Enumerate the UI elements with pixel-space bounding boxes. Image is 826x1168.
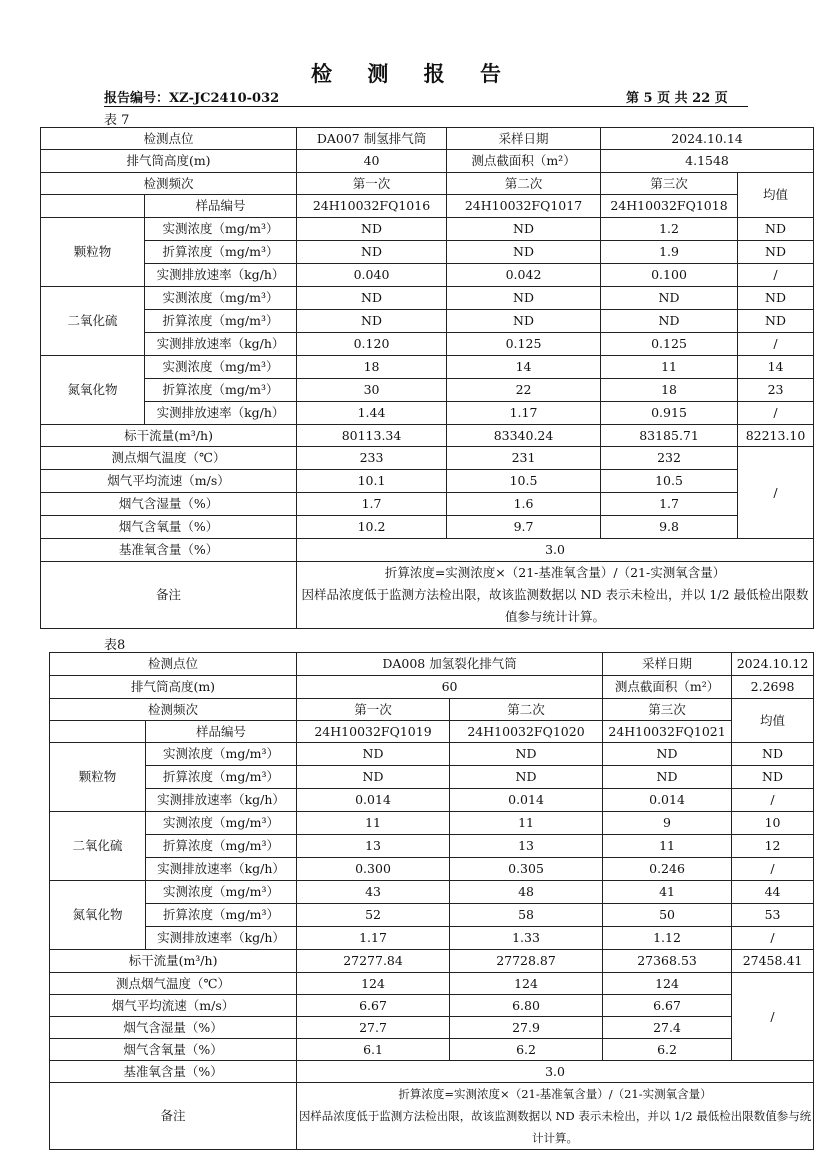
cell: 0.042 xyxy=(447,264,601,287)
avg-cell: / xyxy=(738,447,814,539)
report-number: 报告编号：XZ-JC2410-032 xyxy=(104,91,280,106)
table-7 xyxy=(40,127,814,629)
cell: 6.80 xyxy=(450,995,603,1017)
sample-id: 24H10032FQ1018 xyxy=(601,195,738,218)
cell: ND xyxy=(450,766,603,789)
avg-cell: ND xyxy=(732,766,814,789)
avg-cell: ND xyxy=(738,310,814,333)
row-label: 实测排放速率（kg/h） xyxy=(145,402,297,425)
row-label: 实测排放速率（kg/h） xyxy=(146,789,297,812)
cell: ND xyxy=(297,743,450,766)
row-label: 实测浓度（mg/m³） xyxy=(146,743,297,766)
pollutant-name: 二氧化硫 xyxy=(41,287,145,356)
row-label: 实测排放速率（kg/h） xyxy=(146,927,297,950)
sample-id: 24H10032FQ1016 xyxy=(297,195,447,218)
param-label: 烟气平均流速（m/s） xyxy=(50,995,297,1017)
remark-nd-note: 因样品浓度低于监测方法检出限，故该监测数据以 ND 表示未检出，并以 1/2 最低检出限数值参与统计计算。 xyxy=(298,1109,812,1145)
cell: 6.2 xyxy=(450,1039,603,1061)
cell: 124 xyxy=(297,973,450,995)
cell: 0.125 xyxy=(447,333,601,356)
cell: 1.33 xyxy=(450,927,603,950)
cell: 1.7 xyxy=(297,493,447,516)
row-label: 实测排放速率（kg/h） xyxy=(145,333,297,356)
remark-formula: 折算浓度=实测浓度×（21-基准氧含量）/（21-实测氧含量） xyxy=(384,565,726,580)
cell: 0.125 xyxy=(601,333,738,356)
cell: 80113.34 xyxy=(297,425,447,447)
cell: 1.17 xyxy=(447,402,601,425)
frequency-label: 检测频次 xyxy=(41,173,297,195)
cell: ND xyxy=(447,287,601,310)
run-2-header: 第二次 xyxy=(447,173,601,195)
run-1-header: 第一次 xyxy=(297,173,447,195)
avg-cell: ND xyxy=(738,241,814,264)
row-label: 实测浓度（mg/m³） xyxy=(145,287,297,310)
cell: 0.100 xyxy=(601,264,738,287)
run-3-header: 第三次 xyxy=(603,699,732,721)
cell: ND xyxy=(601,287,738,310)
cell: 11 xyxy=(603,835,732,858)
cell: 10.2 xyxy=(297,516,447,539)
cell: 14 xyxy=(447,356,601,379)
sample-id-label: 样品编号 xyxy=(145,195,297,218)
cell: 13 xyxy=(297,835,450,858)
param-label: 烟气平均流速（m/s） xyxy=(41,470,297,493)
date-value: 2024.10.12 xyxy=(732,653,814,676)
cell: 83340.24 xyxy=(447,425,601,447)
row-label: 实测浓度（mg/m³） xyxy=(146,881,297,904)
cell: 10.5 xyxy=(447,470,601,493)
cell: 43 xyxy=(297,881,450,904)
point-label: 检测点位 xyxy=(50,653,297,676)
cell: 0.300 xyxy=(297,858,450,881)
cell: ND xyxy=(601,310,738,333)
cell: 27.4 xyxy=(603,1017,732,1039)
cell: 52 xyxy=(297,904,450,927)
run-2-header: 第二次 xyxy=(450,699,603,721)
row-label: 实测浓度（mg/m³） xyxy=(145,218,297,241)
pollutant-name: 颗粒物 xyxy=(41,218,145,287)
param-label: 烟气含湿量（%） xyxy=(41,493,297,516)
cell: 9.8 xyxy=(601,516,738,539)
cell: ND xyxy=(603,743,732,766)
date-value: 2024.10.14 xyxy=(601,128,814,150)
height-label: 排气筒高度(m) xyxy=(50,676,297,699)
avg-cell: 23 xyxy=(738,379,814,402)
area-value: 4.1548 xyxy=(601,150,814,173)
cell: 50 xyxy=(603,904,732,927)
avg-cell: 10 xyxy=(732,812,814,835)
base-oxygen-value: 3.0 xyxy=(297,539,814,562)
avg-cell: ND xyxy=(738,287,814,310)
param-label: 测点烟气温度（℃） xyxy=(50,973,297,995)
row-label: 折算浓度（mg/m³） xyxy=(146,835,297,858)
cell: 1.17 xyxy=(297,927,450,950)
remark-label: 备注 xyxy=(50,1083,297,1150)
cell: 18 xyxy=(601,379,738,402)
row-label: 折算浓度（mg/m³） xyxy=(145,241,297,264)
run-3-header: 第三次 xyxy=(601,173,738,195)
cell: 83185.71 xyxy=(601,425,738,447)
cell: 27728.87 xyxy=(450,950,603,973)
row-label: 折算浓度（mg/m³） xyxy=(146,766,297,789)
cell: 0.305 xyxy=(450,858,603,881)
cell: 41 xyxy=(603,881,732,904)
report-title: 检 测 报 告 xyxy=(311,61,515,86)
param-label: 烟气含氧量（%） xyxy=(41,516,297,539)
point-value: DA008 加氢裂化排气筒 xyxy=(297,653,603,676)
cell: 231 xyxy=(447,447,601,470)
cell: ND xyxy=(603,766,732,789)
pollutant-name: 二氧化硫 xyxy=(50,812,146,881)
table-8-caption: 表8 xyxy=(104,638,126,653)
avg-cell: 44 xyxy=(732,881,814,904)
row-label: 折算浓度（mg/m³） xyxy=(145,379,297,402)
avg-cell: ND xyxy=(732,743,814,766)
cell: 1.44 xyxy=(297,402,447,425)
header-rule xyxy=(104,106,748,107)
avg-cell: 27458.41 xyxy=(732,950,814,973)
cell: 0.040 xyxy=(297,264,447,287)
cell: ND xyxy=(297,766,450,789)
cell: 232 xyxy=(601,447,738,470)
area-value: 2.2698 xyxy=(732,676,814,699)
cell: 30 xyxy=(297,379,447,402)
param-label: 烟气含湿量（%） xyxy=(50,1017,297,1039)
cell: 124 xyxy=(450,973,603,995)
avg-cell: / xyxy=(738,333,814,356)
cell: 58 xyxy=(450,904,603,927)
point-label: 检测点位 xyxy=(41,128,297,150)
average-header: 均值 xyxy=(732,699,814,743)
cell: 6.2 xyxy=(603,1039,732,1061)
avg-cell: / xyxy=(732,789,814,812)
cell: ND xyxy=(297,287,447,310)
avg-cell: 82213.10 xyxy=(738,425,814,447)
cell: 124 xyxy=(603,973,732,995)
flow-label: 标干流量(m³/h) xyxy=(41,425,297,447)
point-value: DA007 制氢排气筒 xyxy=(297,128,447,150)
date-label: 采样日期 xyxy=(447,128,601,150)
cell: 6.1 xyxy=(297,1039,450,1061)
cell: ND xyxy=(447,241,601,264)
cell: ND xyxy=(297,310,447,333)
avg-cell: ND xyxy=(738,218,814,241)
height-value: 40 xyxy=(297,150,447,173)
cell: 0.014 xyxy=(450,789,603,812)
cell: 13 xyxy=(450,835,603,858)
remark-formula: 折算浓度=实测浓度×（21-基准氧含量）/（21-实测氧含量） xyxy=(398,1087,712,1101)
cell: 10.1 xyxy=(297,470,447,493)
table-7-caption: 表 7 xyxy=(104,113,130,128)
sample-id: 24H10032FQ1021 xyxy=(603,721,732,743)
run-1-header: 第一次 xyxy=(297,699,450,721)
cell: ND xyxy=(447,218,601,241)
row-label: 实测浓度（mg/m³） xyxy=(145,356,297,379)
cell: 0.014 xyxy=(603,789,732,812)
remark-nd-note: 因样品浓度低于监测方法检出限，故该监测数据以 ND 表示未检出，并以 1/2 最低检出限数值参与统计计算。 xyxy=(301,587,809,624)
avg-cell: 12 xyxy=(732,835,814,858)
remark-text xyxy=(297,562,814,629)
avg-cell: / xyxy=(732,858,814,881)
cell: ND xyxy=(297,218,447,241)
cell: 27368.53 xyxy=(603,950,732,973)
cell: 48 xyxy=(450,881,603,904)
cell: ND xyxy=(297,241,447,264)
cell: 27.7 xyxy=(297,1017,450,1039)
cell: 27277.84 xyxy=(297,950,450,973)
sample-id: 24H10032FQ1017 xyxy=(447,195,601,218)
cell: ND xyxy=(447,310,601,333)
cell: 9 xyxy=(603,812,732,835)
frequency-label: 检测频次 xyxy=(50,699,297,721)
cell: 18 xyxy=(297,356,447,379)
area-label: 测点截面积（m²） xyxy=(447,150,601,173)
row-label: 实测排放速率（kg/h） xyxy=(145,264,297,287)
cell: ND xyxy=(450,743,603,766)
cell: 0.915 xyxy=(601,402,738,425)
cell: 0.014 xyxy=(297,789,450,812)
cell: 11 xyxy=(297,812,450,835)
flow-label: 标干流量(m³/h) xyxy=(50,950,297,973)
base-oxygen-label: 基准氧含量（%） xyxy=(50,1061,297,1083)
sample-id-label: 样品编号 xyxy=(146,721,297,743)
row-label: 实测浓度（mg/m³） xyxy=(146,812,297,835)
cell: 1.2 xyxy=(601,218,738,241)
cell: 1.9 xyxy=(601,241,738,264)
avg-cell: 14 xyxy=(738,356,814,379)
height-value: 60 xyxy=(297,676,603,699)
base-oxygen-label: 基准氧含量（%） xyxy=(41,539,297,562)
remark-text xyxy=(297,1083,814,1150)
pollutant-name: 氮氧化物 xyxy=(41,356,145,425)
row-label: 折算浓度（mg/m³） xyxy=(145,310,297,333)
cell: 6.67 xyxy=(297,995,450,1017)
pollutant-name: 氮氧化物 xyxy=(50,881,146,950)
area-label: 测点截面积（m²） xyxy=(603,676,732,699)
cell: 9.7 xyxy=(447,516,601,539)
cell: 1.7 xyxy=(601,493,738,516)
average-header: 均值 xyxy=(738,173,814,218)
cell: 10.5 xyxy=(601,470,738,493)
param-label: 烟气含氧量（%） xyxy=(50,1039,297,1061)
cell: 6.67 xyxy=(603,995,732,1017)
avg-cell: / xyxy=(732,973,814,1061)
row-label: 实测排放速率（kg/h） xyxy=(146,858,297,881)
avg-cell: / xyxy=(738,264,814,287)
row-label: 折算浓度（mg/m³） xyxy=(146,904,297,927)
sample-id: 24H10032FQ1019 xyxy=(297,721,450,743)
cell: 11 xyxy=(601,356,738,379)
remark-label: 备注 xyxy=(41,562,297,629)
avg-cell: / xyxy=(732,927,814,950)
cell: 0.120 xyxy=(297,333,447,356)
param-label: 测点烟气温度（℃） xyxy=(41,447,297,470)
cell: 11 xyxy=(450,812,603,835)
cell: 1.12 xyxy=(603,927,732,950)
height-label: 排气筒高度(m) xyxy=(41,150,297,173)
page-indicator: 第 5 页 共 22 页 xyxy=(626,91,728,106)
sample-id: 24H10032FQ1020 xyxy=(450,721,603,743)
cell: 0.246 xyxy=(603,858,732,881)
date-label: 采样日期 xyxy=(603,653,732,676)
pollutant-name: 颗粒物 xyxy=(50,743,146,812)
avg-cell: / xyxy=(738,402,814,425)
avg-cell: 53 xyxy=(732,904,814,927)
cell: 27.9 xyxy=(450,1017,603,1039)
table-8 xyxy=(49,652,814,1150)
cell: 233 xyxy=(297,447,447,470)
base-oxygen-value: 3.0 xyxy=(297,1061,814,1083)
cell: 22 xyxy=(447,379,601,402)
cell: 1.6 xyxy=(447,493,601,516)
